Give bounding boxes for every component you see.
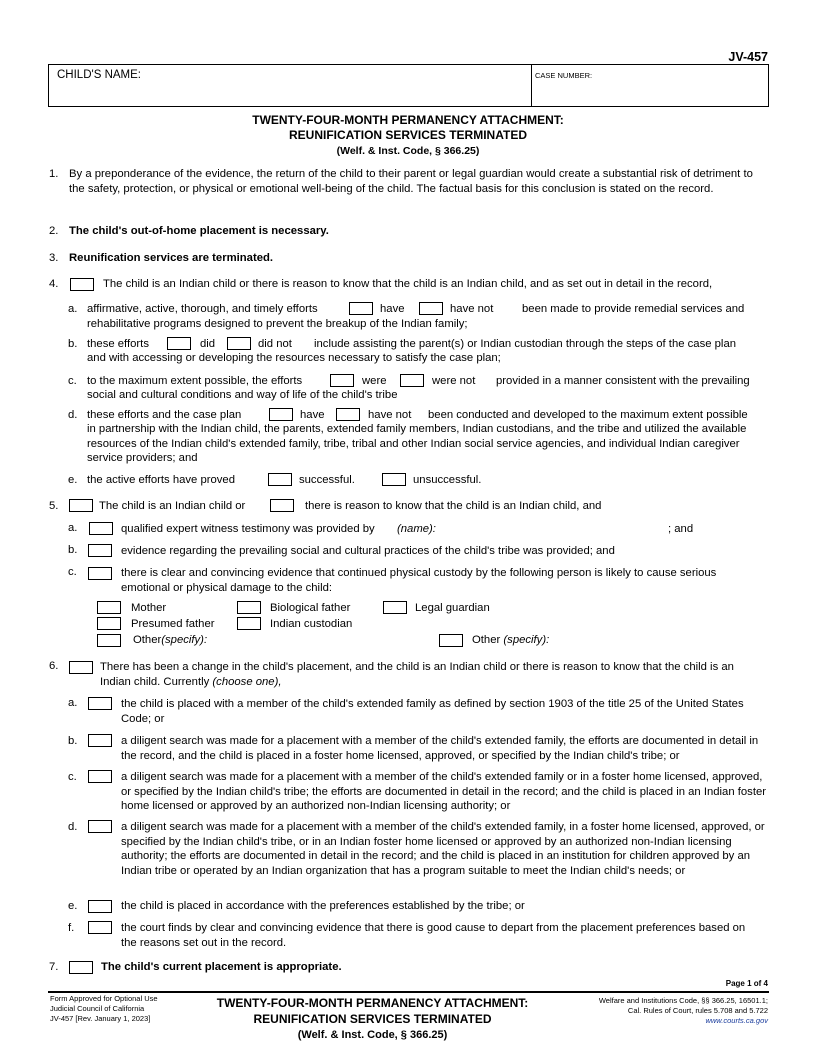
item5a-checkbox[interactable] [89,522,113,535]
title-line2: REUNIFICATION SERVICES TERMINATED [288,128,527,142]
header-divider [531,65,532,106]
item6d-text: a diligent search was made for a placement with a member of the child's extended family, in a foster home licensed, approved, or specified by the Indian child's tribe, or in an Indian foster home licensed or approved by an authorized non-Indian licensing authority; the efforts are documented in detail in the record; and the child is placed in an institution for children approved by an Indian tribe or operated by an Indian organization that has a program suitable to meet the Indian child's needs; or [121,821,765,877]
item5c-other2-specify: (specify): [503,634,550,646]
item6e-checkbox[interactable] [88,900,112,913]
item4e-letter: e. [68,474,78,486]
item6f-letter: f. [68,922,75,934]
item5c-other1-checkbox[interactable] [97,634,121,647]
item4b-did-label: did [200,338,216,350]
item5c-legal-guardian-label: Legal guardian [415,602,490,614]
item5c-biological-father-label: Biological father [270,602,351,614]
item5c-presumed-father-checkbox[interactable] [97,617,121,630]
item4e-unsuccessful-checkbox[interactable] [382,473,406,486]
footer-citation: (Welf. & Inst. Code, § 366.25) [297,1029,448,1041]
item5c-presumed-father-label: Presumed father [131,618,215,630]
item5c-mother-label: Mother [131,602,167,614]
child-name-field[interactable] [149,67,525,104]
item5c-biological-father-checkbox[interactable] [237,601,261,614]
title-line1: TWENTY-FOUR-MONTH PERMANENCY ATTACHMENT: [252,113,564,127]
item4-text: The child is an Indian child or there is reason to know that the child is an Indian child, and as set out in detail in the record, [103,278,713,290]
item6a-letter: a. [68,697,78,709]
item4b-did-not-checkbox[interactable] [227,337,251,350]
item5c-legal-guardian-checkbox[interactable] [383,601,407,614]
item4b-pre: these efforts [87,338,149,350]
child-name-label: CHILD'S NAME: [57,69,141,81]
item5a-letter: a. [68,522,78,534]
item5c-mother-checkbox[interactable] [97,601,121,614]
item6a-text: the child is placed with a member of the child's extended family as defined by section 1903 of the title 25 of the United States Code; or [121,698,744,725]
item5c-checkbox[interactable] [88,567,112,580]
footer-authority-1: Welfare and Institutions Code, §§ 366.25, 16501.1; [598,996,768,1005]
item3-number: 3. [49,252,59,264]
footer-rule [48,991,769,993]
item5-opt2-label: there is reason to know that the child is an Indian child, and [305,500,602,512]
item4d-letter: d. [68,409,78,421]
item3-text: Reunification services are terminated. [69,252,274,264]
item6c-letter: c. [68,771,77,783]
item5-number: 5. [49,500,59,512]
item5c-other1-specify: (specify): [161,634,208,646]
item6f-text: the court finds by clear and convincing evidence that there is good cause to depart from the placement preferences based on the reasons set out in the record. [121,922,746,949]
item4c-line2: social and cultural conditions and way of life of the child's tribe [87,389,398,401]
item4a-letter: a. [68,303,78,315]
item6-number: 6. [49,660,59,672]
item5c-letter: c. [68,566,77,578]
item4d-have-label: have [300,409,325,421]
item4c-were-label: were [362,375,387,387]
item4e-unsuccessful-label: unsuccessful. [413,474,482,486]
item5-indian-child-checkbox[interactable] [69,499,93,512]
item4a-have-checkbox[interactable] [349,302,373,315]
item4-number: 4. [49,278,59,290]
item5b-checkbox[interactable] [88,544,112,557]
item4a-line2: rehabilitative programs designed to prevent the breakup of the Indian family; [87,318,468,330]
item2-text: The child's out-of-home placement is necessary. [69,225,329,237]
item4e-successful-label: successful. [299,474,355,486]
item7-checkbox[interactable] [69,961,93,974]
item4c-pre: to the maximum extent possible, the efforts [87,375,303,387]
item5c-indian-custodian-label: Indian custodian [270,618,353,630]
item4a-have-not-checkbox[interactable] [419,302,443,315]
item5a-name-hint: (name): [397,523,436,535]
item5a-name-field[interactable] [442,520,664,536]
item4a-have-not-label: have not [450,303,494,315]
form-id: JV-457 [728,50,768,64]
item4d-pre: these efforts and the case plan [87,409,242,421]
item7-number: 7. [49,961,59,973]
item5c-text: there is clear and convincing evidence that continued physical custody by the following person is likely to cause serious emotional or physical damage to the child: [121,567,717,594]
item1-text: By a preponderance of the evidence, the return of the child to their parent or legal guardian would create a substantial risk of detriment to the safety, protection, or physical or emotional well-being of the child. The factual basis for this conclusion is stated on the record. [69,168,753,195]
item4a-have-label: have [380,303,405,315]
item4a-pre: affirmative, active, thorough, and timely efforts [87,303,318,315]
footer-council: Judicial Council of California [50,1004,145,1013]
item6e-letter: e. [68,900,78,912]
item5c-other2-label: Other [472,634,501,646]
item4c-were-checkbox[interactable] [330,374,354,387]
item5-opt1-label: The child is an Indian child or [99,500,246,512]
item4b-did-checkbox[interactable] [167,337,191,350]
item4c-letter: c. [68,375,77,387]
item5-reason-to-know-checkbox[interactable] [270,499,294,512]
item4-checkbox[interactable] [70,278,94,291]
item6c-text: a diligent search was made for a placement with a member of the child's extended family or in a foster home licensed, approved, or specified by the Indian child's tribe; the efforts are documented in detail in the record; and the child is placed in an Indian foster home licensed or approved by an authorized non-Indian licensing authority; or [121,771,767,813]
item4c-were-not-label: were not [432,375,476,387]
case-number-label: CASE NUMBER: [535,71,593,80]
header-box [48,64,769,107]
item6a-checkbox[interactable] [88,697,112,710]
item4e-pre: the active efforts have proved [87,474,235,486]
footer-title-line1: TWENTY-FOUR-MONTH PERMANENCY ATTACHMENT: [216,996,529,1010]
footer-authority-2: Cal. Rules of Court, rules 5.708 and 5.722 [627,1006,768,1015]
footer-title-line2: REUNIFICATION SERVICES TERMINATED [253,1012,492,1026]
item6c-checkbox[interactable] [88,770,112,783]
item4a-post: been made to provide remedial services and [522,303,745,315]
item5c-other1-label: Other [133,634,162,646]
item6-text: There has been a change in the child's placement, and the child is an Indian child or there is reason to know that the child is an Indian child. Currently [100,661,734,688]
item6b-text: a diligent search was made for a placement with a member of the child's extended family, the efforts are documented in detail in the record, and the child is placed in a foster home licensed, approved, or specified by the Indian child's tribe; or [121,735,759,762]
item5a-text: qualified expert witness testimony was provided by [121,523,375,535]
case-number-field[interactable] [535,81,765,104]
item4b-did-not-label: did not [258,338,292,350]
item4e-successful-checkbox[interactable] [268,473,292,486]
item4d-post: been conducted and developed to the maximum extent possible [428,409,748,421]
item6b-checkbox[interactable] [88,734,112,747]
item6b-letter: b. [68,735,78,747]
item6e-text: the child is placed in accordance with the preferences established by the tribe; or [121,900,525,912]
title-citation: (Welf. & Inst. Code, § 366.25) [336,145,480,157]
item2-number: 2. [49,225,59,237]
item6-checkbox[interactable] [69,661,93,674]
item4c-were-not-checkbox[interactable] [400,374,424,387]
item5c-other2-field[interactable] [558,631,766,647]
item4d-have-not-checkbox[interactable] [336,408,360,421]
item4c-post: provided in a manner consistent with the prevailing [496,375,750,387]
item7-text: The child's current placement is appropriate. [101,961,342,973]
item5b-letter: b. [68,544,78,556]
item4b-line2: and with accessing or developing the resources necessary to satisfy the case plan; [87,352,501,364]
item5c-other2-checkbox[interactable] [439,634,463,647]
item4d-have-not-label: have not [368,409,412,421]
item5c-indian-custodian-checkbox[interactable] [237,617,261,630]
item5c-other1-field[interactable] [215,631,425,647]
item4b-post: include assisting the parent(s) or Indian custodian through the steps of the case plan [314,338,737,350]
item4b-letter: b. [68,338,78,350]
item4d-have-checkbox[interactable] [269,408,293,421]
item5b-text: evidence regarding the prevailing social and cultural practices of the child's tribe was provided; and [121,545,615,557]
item5a-tail: ; and [668,523,694,535]
page-number: Page 1 of 4 [725,979,768,988]
item1-number: 1. [49,168,59,180]
item4d-rest: in partnership with the Indian child, the parents, extended family members, Indian custodians, and the tribe and utilized the available resources of the Indian child's extended family, tribe, tribal and other Indian social service agencies, and individual Indian caregiver service providers; and [87,423,747,465]
item6d-letter: d. [68,821,78,833]
item6-choose-one: (choose one), [212,675,282,688]
footer-approval: Form Approved for Optional Use [50,994,158,1003]
footer-website-link[interactable]: www.courts.ca.gov [705,1016,768,1025]
footer-revision: JV-457 [Rev. January 1, 2023] [50,1014,151,1023]
item6d-checkbox[interactable] [88,820,112,833]
item6f-checkbox[interactable] [88,921,112,934]
